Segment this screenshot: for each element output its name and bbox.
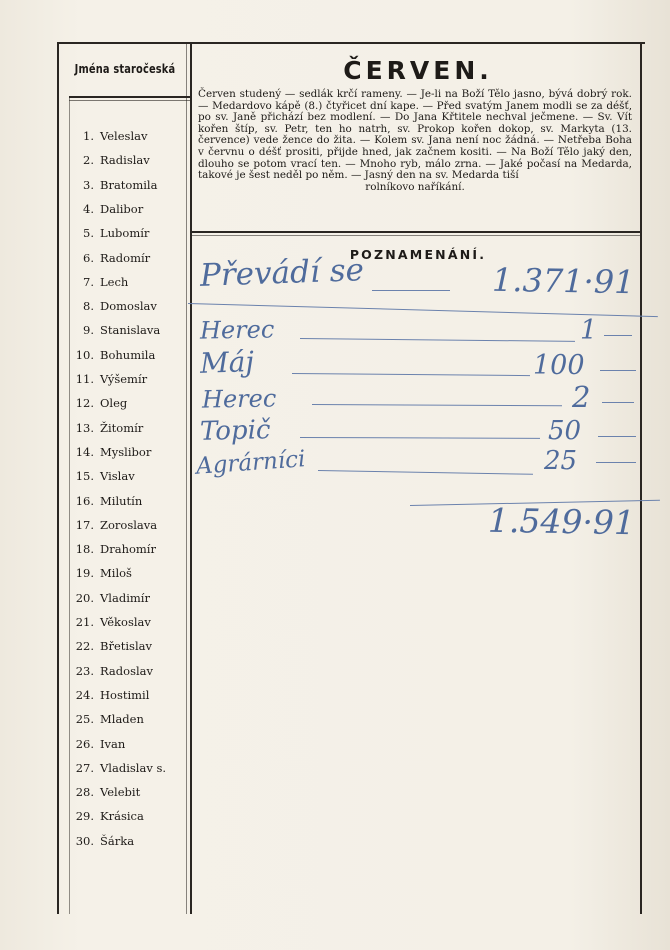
note-dash-carried-over	[372, 290, 450, 291]
note-tail-1	[604, 335, 632, 336]
note-label-5: Agrárníci	[195, 446, 307, 480]
name-row-number: 11.	[75, 372, 94, 386]
note-amount-4: 50	[548, 416, 582, 446]
name-row-name: Vladislav s.	[100, 760, 167, 775]
proverbs-body: Červen studený — sedlák krčí rameny. — Je-li na Boží Tělo jasno, bývá dobrý rok. — Medardovo kápě (8.) čtyřicet dní kape. — Před svatým Janem modli se za déšť, po sv. Janě přichází bez modlení. — Do Jana Křtitele nechval ječmene. — Sv. Vít kořen štíp, sv. Petr, ten ho natrh, sv. Prokop kořen dokop, sv. Markyta (13. července) vede žence do žita. — Kolem sv. Jana není noc žádná. — Netřeba Boha v červnu o déšť prositi, přijde hned, jak začnem kositi. — Na Boží Tělo jaký den, dlouho se potom vrací ten. — Mnoho ryb, málo zrna. — Jaké počasí na Medarda, takové je šest neděl po něm. — Jasný den na sv. Medarda tiší	[198, 88, 632, 182]
note-amount-3: 2	[572, 380, 591, 414]
name-row-number: 7.	[83, 274, 94, 289]
name-row-number: 17.	[75, 517, 94, 532]
note-dash-4	[300, 437, 540, 439]
name-row-name: Zoroslava	[100, 517, 158, 532]
left-border	[57, 42, 59, 914]
name-row-name: Radislav	[100, 153, 150, 168]
name-row	[66, 395, 127, 411]
name-row	[66, 274, 128, 290]
name-row-number: 16.	[75, 493, 94, 508]
name-row-number: 27.	[75, 760, 94, 775]
proverbs-bottom-rule	[190, 231, 640, 233]
name-row-number: 22.	[75, 639, 94, 654]
name-row-number: 8.	[83, 299, 94, 314]
name-row	[66, 347, 155, 363]
name-row-name: Myslibor	[100, 444, 152, 459]
note-dash-3	[312, 404, 562, 407]
note-amount-5: 25	[544, 446, 578, 476]
name-row-name: Vladimír	[100, 590, 150, 605]
name-row-name: Výšemír	[100, 372, 148, 386]
note-label-1: Herec	[199, 315, 275, 345]
note-total: 1.549·91	[487, 500, 636, 543]
name-row-name: Žitomír	[100, 420, 144, 435]
name-row	[66, 322, 160, 338]
name-row-name: Miloš	[100, 566, 132, 581]
top-border	[57, 42, 645, 44]
note-tail-4	[598, 436, 636, 437]
note-tail-5	[596, 462, 636, 463]
name-row-number: 18.	[75, 542, 94, 557]
name-row-number: 25.	[75, 712, 94, 727]
name-row-name: Šárka	[100, 833, 135, 848]
note-amount-1: 1	[580, 315, 598, 346]
name-row	[66, 638, 152, 654]
note-label-carried-over: Převádí se	[199, 252, 365, 294]
name-row-name: Krásica	[100, 809, 144, 824]
proverbs-last-line: rolníkovo naříkání.	[365, 180, 465, 193]
column-divider-inner	[186, 44, 187, 914]
name-row	[66, 493, 142, 509]
name-row-name: Břetislav	[100, 639, 152, 654]
name-row-number: 9.	[83, 323, 94, 338]
note-label-2: Máj	[199, 345, 255, 380]
names-header-rule-thin	[69, 100, 190, 101]
name-row-name: Bratomila	[100, 177, 158, 192]
name-row-name: Oleg	[100, 396, 128, 411]
notes-title: POZNAMENÁNÍ.	[349, 247, 487, 262]
name-row	[66, 541, 156, 557]
name-row-name: Dalibor	[100, 201, 144, 216]
name-row-name: Ivan	[100, 736, 126, 751]
note-dash-5	[318, 470, 533, 475]
name-row-number: 13.	[75, 420, 94, 435]
note-amount-2: 100	[533, 350, 585, 381]
name-row-number: 5.	[83, 226, 94, 241]
name-row-name: Milutín	[100, 493, 143, 508]
name-row-number: 2.	[83, 153, 94, 168]
name-row	[66, 614, 151, 630]
name-row-name: Velebit	[100, 785, 141, 800]
name-row-number: 4.	[83, 201, 94, 216]
name-row	[66, 371, 147, 387]
month-title: ČERVEN.	[343, 56, 493, 85]
name-row	[66, 590, 150, 606]
name-row	[66, 736, 125, 752]
name-row-name: Veleslav	[100, 129, 148, 143]
name-row	[66, 420, 143, 436]
name-row	[66, 298, 157, 314]
right-border	[640, 44, 642, 914]
name-row-number: 12.	[75, 396, 94, 411]
name-row-number: 24.	[75, 687, 94, 702]
note-tail-3	[602, 402, 634, 403]
column-divider	[190, 44, 192, 914]
name-row-number: 20.	[75, 590, 94, 605]
name-row-name: Lubomír	[100, 226, 150, 241]
name-row-number: 26.	[75, 736, 94, 751]
name-row-name: Hostimil	[100, 687, 150, 702]
name-row	[66, 833, 134, 849]
name-row	[66, 201, 143, 217]
name-row	[66, 517, 157, 533]
name-row-number: 1.	[83, 129, 94, 143]
name-row	[66, 711, 144, 727]
name-row-number: 23.	[75, 663, 94, 678]
name-row	[66, 444, 151, 460]
name-row-name: Domoslav	[100, 299, 157, 314]
note-label-3: Herec	[201, 384, 277, 414]
name-row-number: 6.	[83, 250, 94, 265]
note-dash-2	[292, 373, 530, 376]
name-row	[66, 663, 153, 679]
name-row-name: Věkoslav	[100, 615, 151, 629]
name-row-number: 30.	[75, 833, 94, 848]
name-row	[66, 687, 149, 703]
name-row	[66, 468, 135, 484]
name-row	[66, 784, 140, 800]
note-tail-2	[600, 370, 636, 371]
name-row-name: Drahomír	[100, 542, 156, 557]
name-row-number: 15.	[75, 469, 94, 484]
proverbs-bottom-rule-thin	[190, 235, 640, 236]
name-row-number: 29.	[75, 809, 94, 824]
note-label-4: Topič	[199, 415, 271, 447]
name-row-name: Mladen	[100, 712, 144, 727]
name-row-number: 14.	[75, 444, 94, 459]
name-row-number: 10.	[75, 347, 94, 362]
name-row	[66, 808, 144, 824]
name-row-name: Vislav	[100, 469, 135, 484]
note-dash-1	[300, 338, 575, 342]
name-row	[66, 128, 147, 144]
name-row	[66, 760, 166, 776]
name-row-name: Radoslav	[100, 663, 153, 678]
note-amount-carried-over: 1.371·91	[491, 260, 635, 302]
name-row-number: 19.	[75, 566, 94, 581]
proverbs-text	[198, 89, 632, 193]
name-row	[66, 177, 157, 193]
name-row	[66, 152, 150, 168]
name-row-number: 3.	[83, 177, 94, 192]
name-row-name: Stanislava	[100, 323, 161, 338]
name-row-name: Bohumila	[100, 347, 156, 362]
name-row-number: 28.	[75, 785, 94, 800]
names-column-title: Jména staročeská	[74, 62, 176, 76]
name-row	[66, 565, 132, 581]
name-row	[66, 250, 150, 266]
name-row-name: Radomír	[100, 250, 151, 265]
names-header-rule	[69, 96, 190, 98]
name-row-number: 21.	[75, 615, 94, 629]
name-row	[66, 225, 149, 241]
name-row-name: Lech	[100, 274, 129, 289]
